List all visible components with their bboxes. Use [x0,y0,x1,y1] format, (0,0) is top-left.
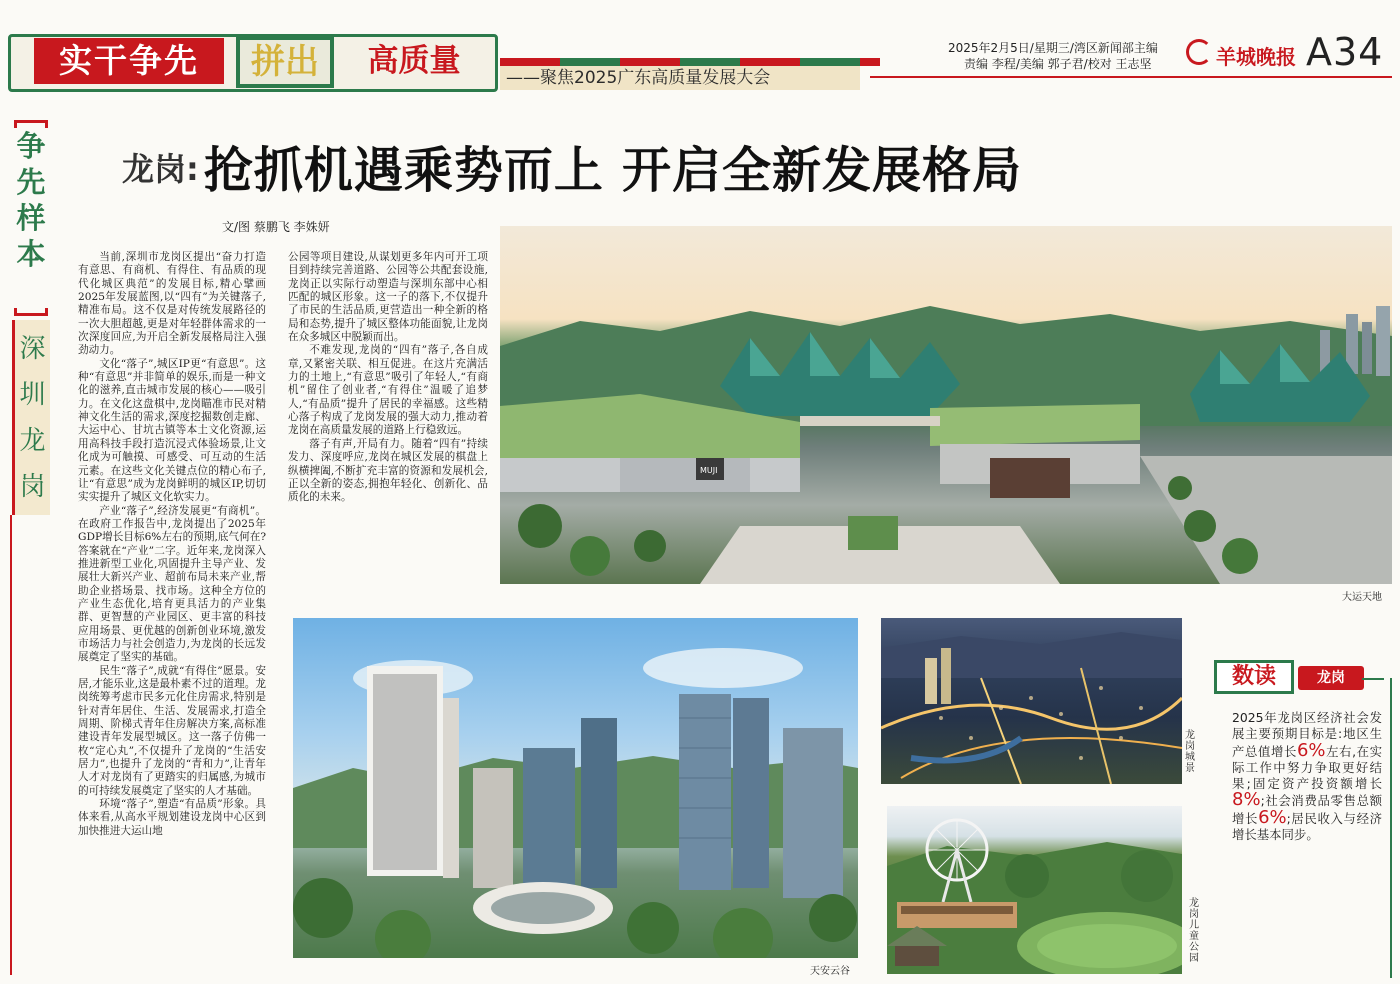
stats-box [1212,660,1392,980]
label-char: 龙 [19,426,46,456]
paragraph: 文化“落子”,城区IP更“有意思”。这种“有意思”并非简单的娱乐,而是一种文化的滋养,直击城市发展的核心——吸引力。在文化这盘棋中,龙岗瞄准市民对精神文化生活的需求,深度挖掘数创走廊、大运中心、甘坑古镇等本土文化资源,运用高科技手段打造沉浸式体验场景,让文化成为可触摸、可感受、可互动的生活元素。在这些文化关键点位的精心布子,让“有意思”成为龙岗鲜明的城区IP,切切实实提升了城区文化软实力。 [78,357,266,504]
side-divider [10,515,12,975]
stats-text [1232,710,1382,843]
paragraph: 落子有声,开局有力。随着“四有”持续发力、深度呼应,龙岗在城区发展的棋盘上纵横捭阖,不断扩充丰富的资源和发展机会,正以全新的姿态,拥抱年轻化、创新化、品质化的未来。 [288,437,488,504]
newspaper-name: 羊城晚报 [1216,45,1296,69]
header-rule [870,76,1392,78]
paragraph: 环境“落子”,塑造“有品质”形象。具体来看,从高水平规划建设龙岗中心区到加快推进大运山地 [78,798,266,837]
stats-text-1: 2025年龙岗区经济社会发展主要预期目标是:地区生产总值增长 [1232,710,1382,759]
stats-investment-value: 8% [1232,789,1261,811]
stats-border [1390,678,1392,978]
label-char: 争 [16,129,46,163]
headline-main: 抢抓机遇乘势而上 开启全新发展格局 [203,142,1022,199]
dateline: 2025年2月5日/星期三/湾区新闻部主编 [948,41,1158,55]
byline: 文/图 蔡鹏飞 李姝妍 [222,220,330,234]
banner-subtitle: ——聚焦2025广东高质量发展大会 [500,66,860,90]
photo-night-illustration [881,618,1182,784]
page-number: A34 [1306,30,1384,74]
stats-retail-value: 6% [1258,806,1287,828]
photo-dayun-tiandi [500,226,1392,584]
stats-gdp-value: 6% [1296,739,1326,761]
paragraph: 产业“落子”,经济发展更“有商机”。在政府工作报告中,龙岗提出了2025年GDP增长目标6%左右的预期,底气何在?答案就在“产业”二字。近年来,龙岗深入推进新型工业化,巩固提升主导产业、发展壮大新兴产业、超前布局未来产业,帮助企业搭场景、找市场。这种全方位的产业生态优化,培育更具活力的产业集群、更智慧的产业园区、更丰富的科技应用场景、更优越的创新创业环境,激发市场活力与社会创造力,为龙岗的长远发展奠定了坚实的基础。 [78,504,266,664]
article-column-2 [288,251,488,591]
photo-caption-tower: 天安云谷 [810,966,850,977]
photo-caption-park: 龙岗儿童公园 [1189,898,1199,964]
newspaper-logo [1186,37,1304,75]
stats-text-2: 左右,在实际工作中努力争取更好结果;固定资产投资额增长 [1232,743,1382,792]
stats-title: 数读 [1214,660,1294,694]
label-char: 先 [16,165,46,199]
column-label-bottom [12,320,50,515]
paragraph: 不难发现,龙岗的“四有”落子,各自成章,又紧密关联、相互促进。在这片充满活力的土地上,“有意思”吸引了年轻人,“有商机”留住了创业者,“有得住”温暖了追梦人,“有品质”提升了居民的幸福感。这些精心落子构成了龙岗发展的强大动力,推动着龙岗在高质量发展的道路上行稳致远。 [288,344,488,437]
photo-longgang-childrens-park [887,806,1182,974]
label-char: 样 [16,201,46,235]
photo-longgang-cityscape [881,618,1182,784]
stats-header-line [1362,678,1384,680]
column-label-top [10,120,52,315]
photo-caption-main: 大运天地 [1342,592,1382,603]
editor-credits: 责编 李程/美编 郭子君/校对 王志坚 [964,57,1152,71]
photo-caption-night: 龙岗城景 [1185,730,1195,774]
label-char: 深 [19,334,46,364]
bracket-bottom [14,308,48,316]
stats-header [1212,660,1380,694]
headline [122,132,1382,202]
stats-tag: 龙岗 [1298,666,1364,690]
paragraph: 公园等项目建设,从谋划更多年内可开工项目到持续完善道路、公园等公共配套设施,龙岗正以实际行动塑造与深圳东部中心相匹配的城区形象。这一子的落下,不仅提升了市民的生活品质,更营造出一种全新的格局和态势,提升了城区整体功能面貌,让龙岗在众多城区中脱颖而出。 [288,251,488,344]
paragraph: 当前,深圳市龙岗区提出“奋力打造有意思、有商机、有得住、有品质的现代化城区典范”的发展目标,精心擘画2025年发展蓝图,以“四有”为关键落子,精准布局。这不仅是对传统发展路径的一次大胆超越,更是对年轻群体需求的一次深度回应,为开启全新发展格局注入强劲动力。 [78,251,266,357]
headline-prefix: 龙岗: [122,150,199,188]
label-char: 本 [16,237,46,271]
banner-stripes [500,58,880,66]
photo-park-illustration [887,806,1182,974]
label-char: 圳 [19,380,46,410]
paragraph: 民生“落子”,成就“有得住”愿景。安居,才能乐业,这是最朴素不过的道理。龙岗统筹考虑市民多元化住房需求,特别是针对青年居住、生活、发展需求,打造全周期、阶梯式青年住房解决方案,高标准建设青年发展型城区。这一落子仿佛一枚“定心丸”,不仅提升了龙岗的“生活安居力”,也提升了龙岗的“青和力”,让青年人才对龙岗有了更踏实的归属感,为城市的可持续发展奠定了坚实的人才基础。 [78,664,266,797]
banner-green-block: 拼出 [236,36,334,88]
stats-text-4: ;居民收入与经济增长基本同步。 [1232,810,1382,843]
brand-mark-icon [1186,39,1212,65]
banner-red-block: 实干争先 [34,38,224,84]
banner-white-block: 高质量 [367,43,461,79]
mall-sign: MUJI [700,466,718,475]
label-char: 岗 [19,472,46,502]
column-label [10,120,52,515]
photo-towers-illustration [293,618,858,958]
article-column-1 [78,251,266,979]
section-banner [8,34,498,92]
photo-dayun-illustration [500,226,1392,584]
stats-text-3: ;社会消费品零售总额增长 [1232,793,1382,826]
photo-tianan-cloud-park [293,618,858,958]
